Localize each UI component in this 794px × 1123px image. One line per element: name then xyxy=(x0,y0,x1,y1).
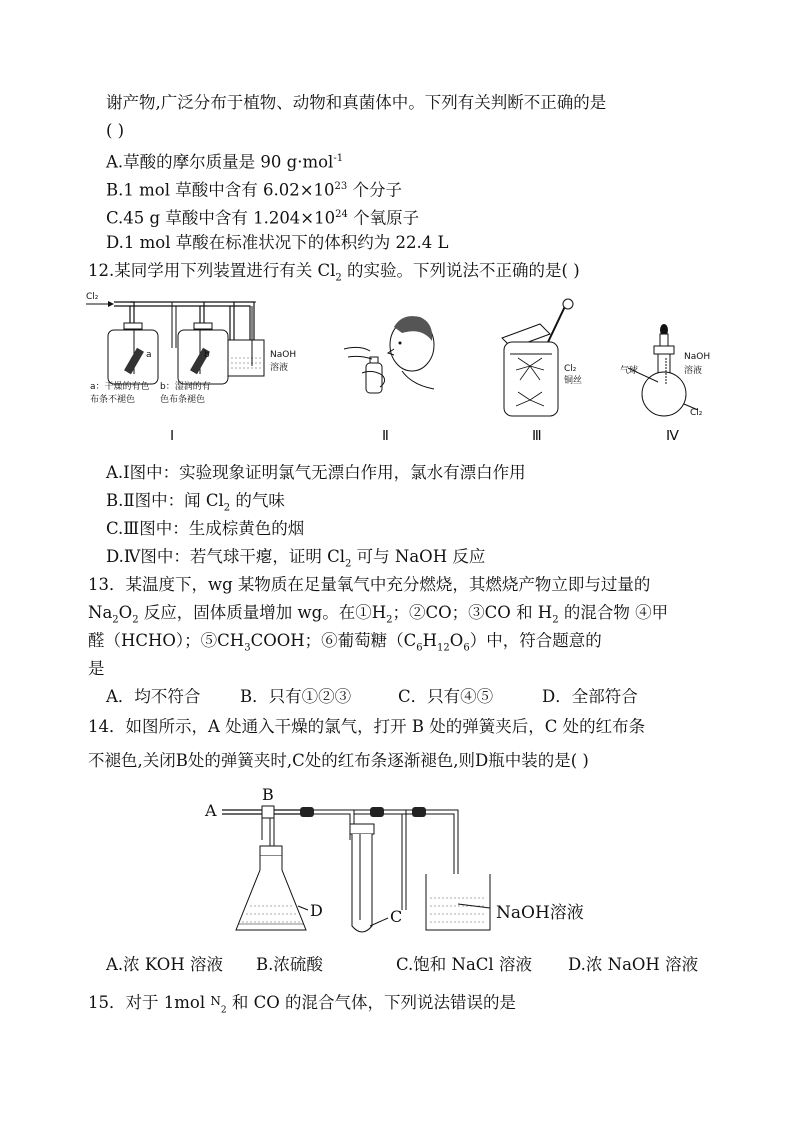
fig-i-cl2-label: Cl₂ xyxy=(86,292,99,302)
fig-iv-naoh-label: NaOH xyxy=(684,352,711,362)
q12-option-d: D.Ⅳ图中：若气球干瘪，证明 $Cl_2$ 可与 NaOH 反应 xyxy=(106,547,486,570)
fig-iii-cl2-label: Cl₂ xyxy=(564,364,577,374)
fig-i-label-a: a xyxy=(146,350,152,360)
q13-option-a: A．均不符合 xyxy=(106,687,201,706)
q13-option-d: D．全部符合 xyxy=(542,687,638,706)
q14-stem-line1: 14．如图所示，A 处通入干燥的氯气，打开 B 处的弹簧夹后，C 处的红布条 xyxy=(88,717,646,736)
q11-option-a: A.草酸的摩尔质量是 90 g·mol$^{-1}$ xyxy=(106,152,344,172)
q11-option-d: D.1 mol 草酸在标准状况下的体积约为 22.4 L xyxy=(106,233,449,252)
q11-answer-paren: ( ) xyxy=(106,121,125,140)
fig-label-iii: Ⅲ xyxy=(532,429,542,444)
fig-i-caption-b1: b：湿润的有 xyxy=(160,382,211,392)
fig-label-iv: Ⅳ xyxy=(666,429,679,444)
q14-stem-line2: 不褪色,关闭B处的弹簧夹时,C处的红布条逐渐褪色,则D瓶中装的是( ) xyxy=(88,751,589,770)
q12-stem: 12.某同学用下列装置进行有关 $Cl_2$ 的实验。下列说法不正确的是( ) xyxy=(88,261,580,284)
fig-iii-copper-label: 铜丝 xyxy=(564,376,583,386)
q13-stem-line3: 醛（HCHO）；$⑤CH_3COOH$；⑥葡萄糖$(C_6H_{12}O_6)$中，符合题意的 xyxy=(88,631,602,654)
q14-label-b: B xyxy=(262,785,274,804)
fig-i-caption-a2: 布条不褪色 xyxy=(90,395,136,405)
fig-label-ii: Ⅱ xyxy=(382,429,389,444)
q14-option-c: C.饱和 NaCl 溶液 xyxy=(396,955,532,974)
q12-option-b: B.Ⅱ图中：闻 $Cl_2$ 的气味 xyxy=(106,491,285,514)
q11-option-b: B.1 mol 草酸中含有 $6.02\times 10^{23}$ 个分子 xyxy=(106,180,403,200)
q13-stem-line2: $Na_2O_2$ 反应，固体质量增加 wg。在$①H_2$；②CO；③CO 和 $H_2$ 的混合物 ④甲 xyxy=(88,603,669,626)
q13-stem-line1: 13．某温度下，wg 某物质在足量氧气中充分燃烧，其燃烧产物立即与过量的 xyxy=(88,575,651,594)
fig-i-naoh-label: NaOH xyxy=(270,350,297,360)
q11-option-c: C.45 g 草酸中含有 $1.204\times 10^{24}$ 个氧原子 xyxy=(106,208,420,228)
q14-naoh-label: NaOH溶液 xyxy=(496,903,584,923)
q15-stem: 15．对于 1mol $N_2$ 和 CO 的混合气体，下列说法错误的是 xyxy=(88,993,516,1016)
q13-option-c: C．只有④⑤ xyxy=(398,687,494,706)
fig-iv-solution-label: 溶液 xyxy=(684,366,703,376)
q12-figure-ii xyxy=(342,305,452,415)
q14-label-d: D xyxy=(310,901,323,920)
q12-option-c: C.Ⅲ图中：生成棕黄色的烟 xyxy=(106,519,305,538)
q14-option-b: B.浓硫酸 xyxy=(256,955,323,974)
q14-label-c: C xyxy=(390,907,403,926)
fig-iv-cl2-label: Cl₂ xyxy=(690,408,703,418)
fig-iv-balloon-label: 气球 xyxy=(620,366,639,376)
fig-i-solution-label: 溶液 xyxy=(270,363,289,373)
q14-label-a: A xyxy=(205,801,217,820)
q12-option-a: A.Ⅰ图中：实验现象证明氯气无漂白作用，氯水有漂白作用 xyxy=(106,463,526,482)
q14-option-d: D.浓 NaOH 溶液 xyxy=(568,955,699,974)
q13-stem-line4: 是 xyxy=(88,659,105,678)
q13-option-b: B．只有①②③ xyxy=(240,687,352,706)
q11-continuation: 谢产物,广泛分布于植物、动物和真菌体中。下列有关判断不正确的是 xyxy=(106,93,607,112)
q12-figure-iii xyxy=(490,296,590,420)
fig-i-caption-a1: a：干燥的有色 xyxy=(90,382,150,392)
q14-option-a: A.浓 KOH 溶液 xyxy=(106,955,223,974)
fig-label-i: Ⅰ xyxy=(170,429,175,444)
fig-i-caption-b2: 色布条褪色 xyxy=(160,395,206,405)
fig-i-label-b: b xyxy=(204,350,210,360)
